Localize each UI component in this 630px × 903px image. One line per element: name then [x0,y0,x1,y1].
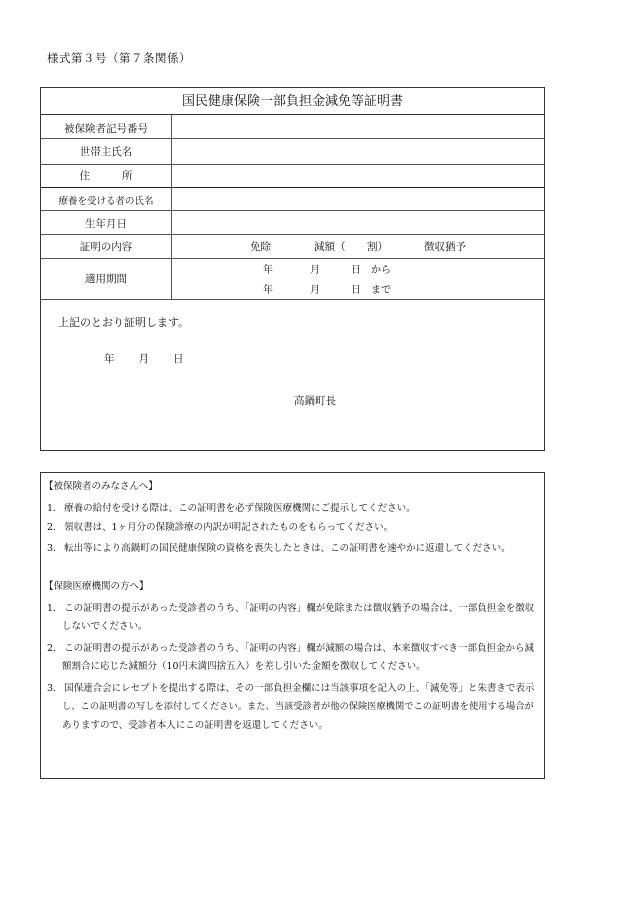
item-text: この証明書の提示があった受診者のうち、「証明の内容」欄が免除または徴収猶予の場合は、一部負担金を徴収 [64,603,535,614]
period-start-month: 月 [310,265,320,276]
item-text: この証明書の提示があった受診者のうち、「証明の内容」欄が減額の場合は、本来徴収すべき一部負担金から減 [64,643,535,654]
item-text: 療養の給付を受ける際は、この証明書を必ず保険医療機関にご提示してください。 [64,503,416,514]
issue-date [104,351,184,366]
patient-name-field[interactable] [172,188,545,210]
item-number: 2. [47,643,57,654]
certify-statement: 上記のとおり証明します。 [58,316,190,329]
period-end-month: 月 [310,285,320,296]
period-start-day: 日 [351,265,361,276]
address-label-part: 所 [122,170,133,182]
row-divider [41,299,544,300]
issuer-name: 高鍋町長 [294,395,336,407]
reduction-option: 減額（ [314,241,346,253]
applicable-period-label: 適用期間 [85,273,127,285]
item-number: 3. [47,543,57,554]
item-text: 国保連合会にレセプトを提出する際は、その一部負担金欄には当該事項を記入の上、「減免等」と朱書きで表示 [64,683,535,694]
birth-date-label: 生年月日 [85,218,127,230]
patient-name-label: 療養を受ける者の氏名 [58,196,154,207]
period-from: から [371,265,391,276]
insured-number-field[interactable] [172,116,545,138]
row-divider [41,258,544,259]
item-text: 転出等により高鍋町の国民健康保険の資格を喪失したときは、この証明書を速やかに返還してください。 [64,543,511,554]
item-continuation: ありますので、受診者本人にこの証明書を返還してください。 [62,720,328,731]
item-continuation: しないでください。 [62,621,148,632]
document-title: 国民健康保険一部負担金減免等証明書 [41,88,544,115]
period-until: まで [371,285,391,296]
list-item [47,600,534,614]
birth-date-field[interactable] [172,211,545,234]
household-head-field[interactable] [172,139,545,164]
item-number: 3. [47,683,57,694]
form-number: 様式第３号（第７条関係） [47,51,191,65]
list-item [47,680,534,694]
notice-box [40,472,545,779]
item-number: 2. [47,522,57,533]
list-item [47,500,416,514]
reduction-ratio-unit: 割） [367,241,388,253]
insured-number-label: 被保険者記号番号 [64,123,148,135]
deferral-option: 徴収猶予 [424,241,466,253]
certificate-form [40,87,545,451]
certificate-content-label: 証明の内容 [79,241,133,253]
item-continuation: し、この証明書の写しを添付してください。また、当該受診者が他の保険医療機関でこの証明書を使用する場合が [62,701,534,712]
address-label-part: 住 [79,170,90,182]
medical-notice-heading: 【保険医療機関の方へ】 [44,581,149,592]
exemption-option: 免除 [250,241,271,253]
list-item [47,640,534,654]
list-item [47,519,393,533]
period-end-year: 年 [263,285,273,296]
issue-date-day: 日 [173,353,184,365]
item-continuation: 額割合に応じた減額分（10円未満四捨五入）を差し引いた金額を徴収してください。 [62,661,426,672]
item-number: 1. [47,503,57,514]
item-number: 1. [47,603,57,614]
address-label [41,168,171,183]
household-head-label: 世帯主氏名 [79,146,133,158]
address-field[interactable] [172,165,545,187]
issue-date-year: 年 [104,353,115,365]
item-text: 領収書は、1ヶ月分の保険診療の内訳が明記されたものをもらってください。 [64,522,394,533]
row-divider [41,234,544,235]
period-start-year: 年 [263,265,273,276]
list-item [47,540,511,554]
issue-date-month: 月 [138,353,149,365]
period-end-day: 日 [351,285,361,296]
insured-notice-heading: 【被保険者のみなさんへ】 [44,481,158,492]
